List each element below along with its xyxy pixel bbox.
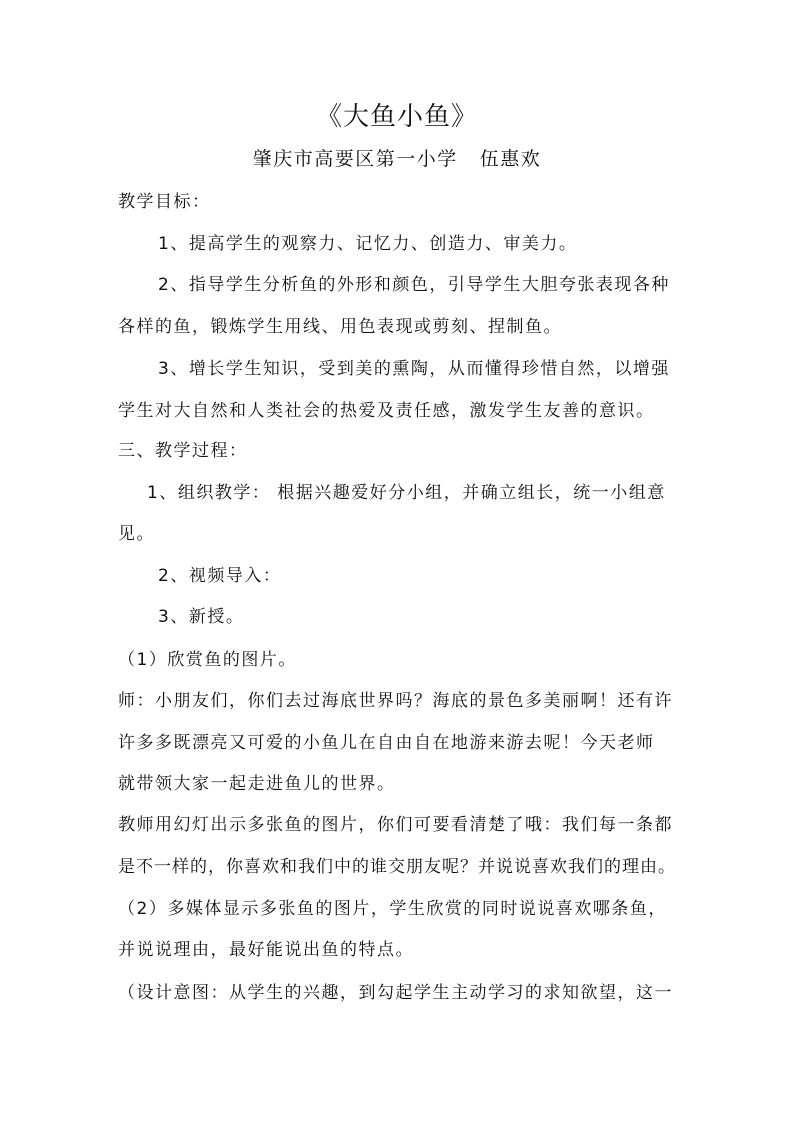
paragraph-line: 许多多既漂亮又可爱的小鱼儿在自由自在地游来游去呢！今天老师 <box>118 733 655 753</box>
paragraph-line: 见。 <box>118 524 155 544</box>
paragraph-line: 是不一样的，你喜欢和我们中的谁交朋友呢？并说说喜欢我们的理由。 <box>118 857 676 877</box>
author-school: 肇庆市高要区第一小学 <box>252 148 458 170</box>
paragraph-line: 1、组织教学： 根据兴趣爱好分小组，并确立组长，统一小组意 <box>147 483 666 503</box>
paragraph-line: （2）多媒体显示多张鱼的图片，学生欣赏的同时说说喜欢哪条鱼， <box>118 899 667 919</box>
paragraph-line: 2、视频导入： <box>158 566 282 586</box>
author-name: 伍惠欢 <box>479 148 542 170</box>
paragraph-line: 师：小朋友们，你们去过海底世界吗？海底的景色多美丽啊！还有许 <box>118 691 673 711</box>
paragraph-line: 就带领大家一起走进鱼儿的世界。 <box>118 774 396 794</box>
paragraph-line: 教师用幻灯出示多张鱼的图片，你们可要看清楚了哦：我们每一条都 <box>118 815 673 835</box>
author-line <box>0 146 794 172</box>
paragraph-line: （1）欣赏鱼的图片。 <box>118 650 297 670</box>
section-heading-objectives: 教学目标： <box>118 192 211 212</box>
paragraph-line: （设计意图：从学生的兴趣，到勾起学生主动学习的求知欲望，这一 <box>118 983 673 1003</box>
section-heading-process: 三、教学过程： <box>118 441 248 461</box>
paragraph-line: 各样的鱼，锻炼学生用线、用色表现或剪刻、捏制鱼。 <box>118 317 562 337</box>
document-title: 《大鱼小鱼》 <box>315 102 478 132</box>
paragraph-line: 学生对大自然和人类社会的热爱及责任感，激发学生友善的意识。 <box>118 401 655 421</box>
paragraph-line: 并说说理由，最好能说出鱼的特点。 <box>118 940 414 960</box>
paragraph-line: 3、新授。 <box>158 607 245 627</box>
paragraph-line: 2、指导学生分析鱼的外形和颜色，引导学生大胆夸张表现各种 <box>158 275 670 295</box>
paragraph-line: 3、增长学生知识，受到美的熏陶，从而懂得珍惜自然，以增强 <box>158 359 670 379</box>
paragraph-line: 1、提高学生的观察力、记忆力、创造力、审美力。 <box>158 234 578 254</box>
